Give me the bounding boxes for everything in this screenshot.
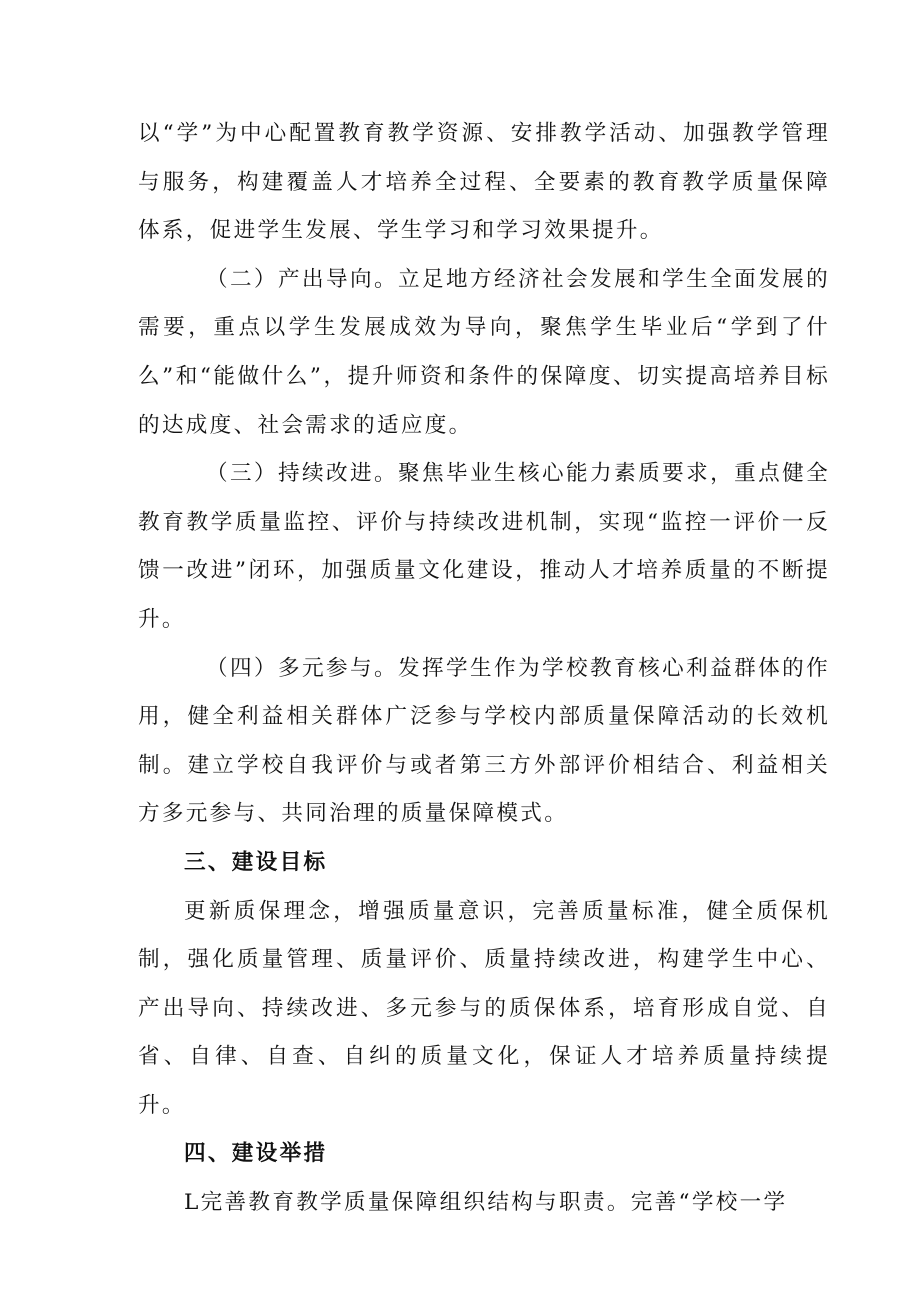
paragraph-goals: 更新质保理念，增强质量意识，完善质量标准，健全质保机制，强化质量管理、质量评价、质量持续改进，构建学生中心、产出导向、持续改进、多元参与的质保体系，培育形成自觉、自省、自律、自查、自纠的质量文化，保证人才培养质量持续提升。 (138, 898, 830, 1118)
paragraph-continuous-improvement: （三）持续改进。聚焦毕业生核心能力素质要求，重点健全教育教学质量监控、评价与持续改进机制，实现“监控一评价一反馈一改进”闭环，加强质量文化建设，推动人才培养质量的不断提升。 (138, 461, 830, 632)
section-heading-goals: 三、建设目标 (184, 849, 328, 875)
paragraph-multi-participation: （四）多元参与。发挥学生作为学校教育核心利益群体的作用，健全利益相关群体广泛参与学校内部质量保障活动的长效机制。建立学校自我评价与或者第三方外部评价相结合、利益相关方多元参与、共同治理的质量保障模式。 (138, 655, 830, 827)
paragraph-measures: L完善教育教学质量保障组织结构与职责。完善“学校一学 (184, 1190, 788, 1216)
paragraph-student-centered: 以“学”为中心配置教育教学资源、安排教学活动、加强教学管理与服务，构建覆盖人才培养全过程、全要素的教育教学质量保障体系，促进学生发展、学生学习和学习效果提升。 (138, 121, 830, 244)
section-heading-measures: 四、建设举措 (184, 1141, 328, 1167)
paragraph-output-oriented: （二）产出导向。立足地方经济社会发展和学生全面发展的需要，重点以学生发展成效为导向，聚焦学生毕业后“学到了什么”和“能做什么”，提升师资和条件的保障度、切实提高培养目标的达成度、社会需求的适应度。 (138, 266, 830, 438)
